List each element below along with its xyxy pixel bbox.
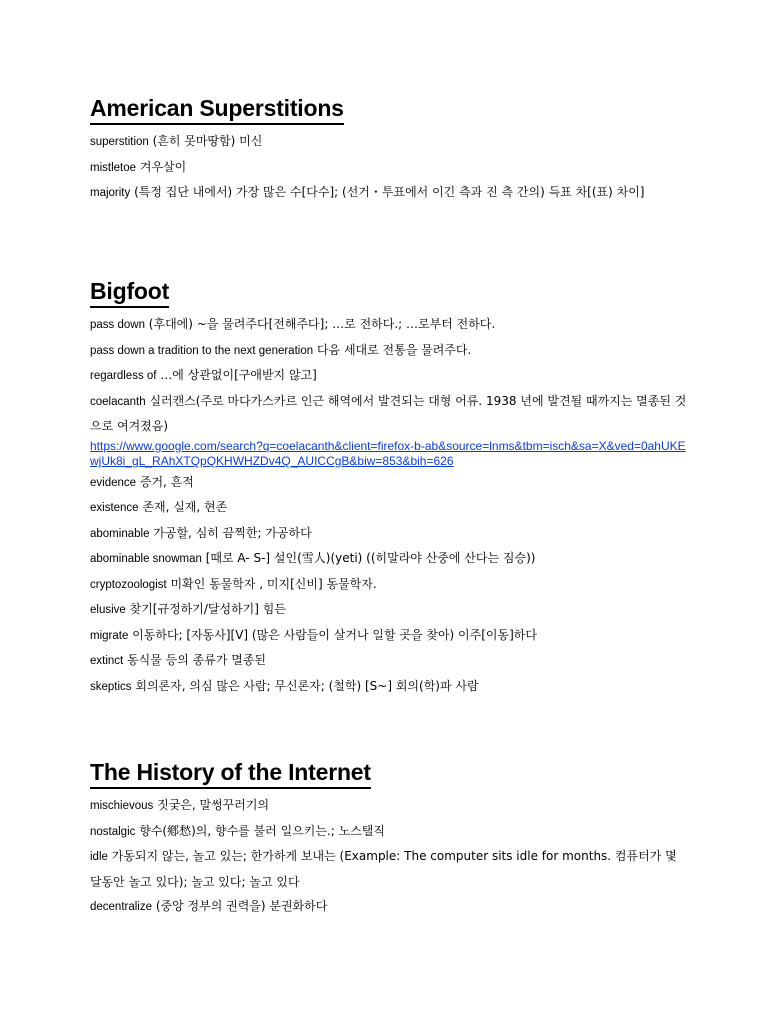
vocab-definition: 실러캔스(주로 마다가스카르 인근 해역에서 발견되는 대형 어류. 1938 년에 발견될 때까지는 멸종된 것으로 여겨졌음)	[90, 393, 687, 433]
vocab-term: migrate	[90, 629, 129, 642]
vocab-term: skeptics	[90, 680, 132, 693]
vocab-definition: (중앙 정부의 권력을) 분권화하다	[152, 899, 328, 913]
vocab-entry	[90, 819, 690, 845]
vocab-entry	[90, 648, 690, 674]
vocab-entry	[90, 155, 690, 181]
vocab-entry	[90, 623, 690, 649]
vocab-term: pass down a tradition to the next generation	[90, 344, 314, 357]
vocab-definition: 다음 세대로 전통을 물려주다.	[313, 342, 472, 357]
vocab-definition: 짓궂은, 말썽꾸러기의	[153, 798, 270, 812]
vocab-definition: 가공할, 심히 끔찍한; 가공하다	[149, 525, 312, 540]
vocab-definition: 겨우살이	[136, 159, 187, 174]
vocab-term: idle	[90, 851, 108, 863]
vocab-definition: 이동하다; [자동사][V] (많은 사람들이 살거나 일할 곳을 찾아) 이주[이동]하다	[128, 627, 537, 642]
vocab-term: existence	[90, 502, 139, 514]
section-heading: The History of the Internet	[90, 757, 371, 789]
vocab-entry	[90, 894, 690, 920]
vocab-definition: 회의론자, 의심 많은 사람; 무신론자; (철학) [S~] 회의(학)파 사람	[131, 678, 479, 693]
vocab-entry	[90, 844, 690, 894]
section-bigfoot	[90, 276, 690, 699]
vocab-term: evidence	[90, 476, 137, 489]
section-heading: American Superstitions	[90, 93, 344, 125]
vocab-term: extinct	[90, 655, 124, 667]
vocab-definition: 향수(鄕愁)의, 향수를 불러 일으키는.; 노스탤직	[135, 823, 385, 838]
section-history-of-internet	[90, 757, 690, 920]
vocab-entry	[90, 180, 690, 206]
vocab-definition: (흔히 못마땅함) 미신	[148, 134, 263, 148]
vocab-entry	[90, 389, 690, 439]
vocab-entry	[90, 470, 690, 496]
vocab-definition: 미확인 동물학자 , 미지[신비] 동물학자.	[166, 576, 377, 591]
vocab-entry	[90, 572, 690, 598]
vocab-term: abominable	[90, 527, 150, 540]
vocab-term: elusive	[90, 604, 126, 616]
vocab-term: superstition	[90, 136, 149, 148]
vocab-term: abominable snowman	[90, 553, 202, 565]
vocab-definition: 찾기[규정하기/달성하기] 힘든	[125, 602, 286, 616]
vocab-entry	[90, 363, 690, 389]
vocab-entry	[90, 495, 690, 521]
vocab-definition: (후대에) ~을 물려주다[전해주다]; …로 전하다.; …로부터 전하다.	[144, 317, 496, 331]
vocab-term: regardless of	[90, 370, 157, 382]
vocab-term: mistletoe	[90, 161, 137, 174]
vocab-definition: 동식물 등의 종류가 멸종된	[123, 653, 267, 667]
vocab-definition: 가동되지 않는, 놀고 있는; 한가하게 보내는 (Example: The computer sits idle for months. 컴퓨터가 몇 달동안 놀고 있다); 놀고 있다; 놀고 있다	[90, 849, 677, 889]
vocab-definition: 증거, 흔적	[136, 474, 194, 489]
vocab-definition: (특정 집단 내에서) 가장 많은 수[다수]; (선거・투표에서 이긴 측과 진 측 간의) 득표 차[(표) 차이]	[130, 185, 645, 199]
vocab-entry	[90, 129, 690, 155]
vocab-definition: [때로 A- S-] 설인(雪人)(yeti) ((히말라야 산중에 산다는 짐승))	[201, 551, 536, 565]
vocab-entry	[90, 546, 690, 572]
section-american-superstitions	[90, 93, 690, 206]
search-link[interactable]: https://www.google.com/search?q=coelacanth&client=firefox-b-ab&source=lnms&tbm=isch&sa=X&ved=0ahUKEwjUk8i_gL_RAhXTQpQKHWHZDv4Q_AUICCgB&biw=853&bih=626	[90, 438, 686, 468]
vocab-definition: 존재, 실재, 현존	[138, 500, 228, 514]
vocab-term: decentralize	[90, 901, 153, 913]
vocab-definition: …에 상관없이[구애받지 않고]	[156, 368, 317, 382]
vocab-entry	[90, 312, 690, 338]
vocab-entry	[90, 338, 690, 364]
section-heading: Bigfoot	[90, 276, 169, 308]
vocab-term: mischievous	[90, 800, 154, 812]
vocab-term: coelacanth	[90, 395, 146, 408]
vocab-term: pass down	[90, 319, 145, 331]
vocab-entry	[90, 674, 690, 700]
vocab-entry	[90, 521, 690, 547]
vocab-term: nostalgic	[90, 825, 136, 838]
vocab-term: majority	[90, 187, 131, 199]
vocab-term: cryptozoologist	[90, 578, 167, 591]
vocab-entry	[90, 793, 690, 819]
vocab-entry	[90, 597, 690, 623]
